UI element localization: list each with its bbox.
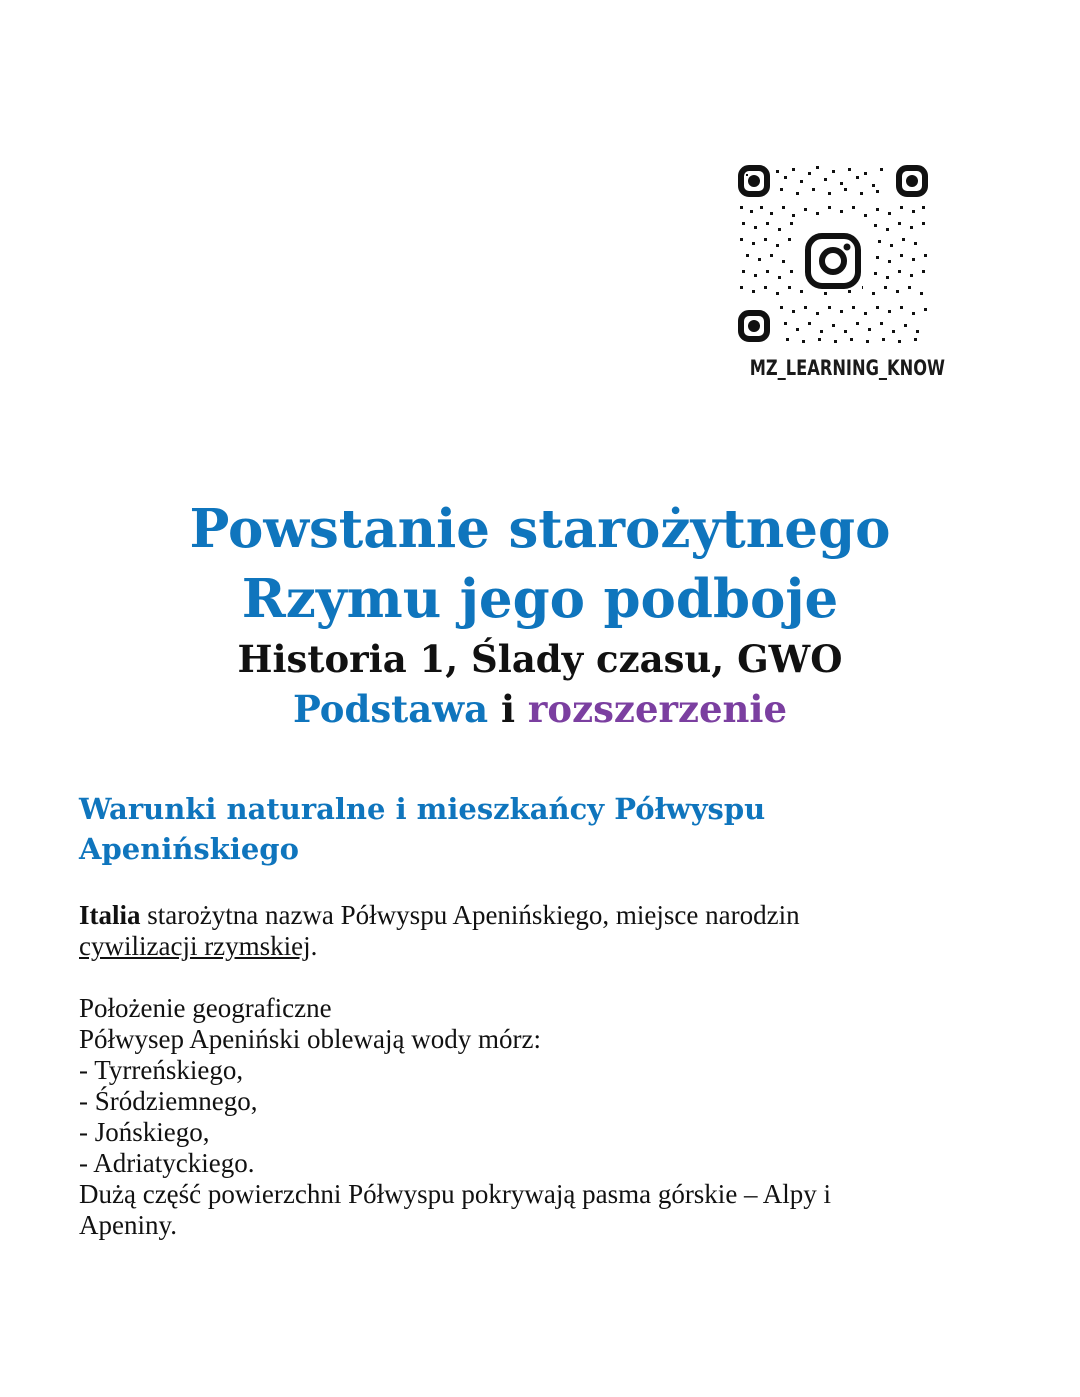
qr-code <box>736 162 932 346</box>
sea-item: - Śródziemnego, <box>79 1086 258 1116</box>
italia-end: . <box>310 931 318 961</box>
main-title-line-2: Rzymu jego podboje <box>241 568 839 630</box>
section-heading <box>79 789 979 869</box>
sea-item: - Tyrreńskiego, <box>79 1055 244 1085</box>
main-title <box>0 494 1080 634</box>
level-and: i <box>500 687 516 731</box>
instagram-icon <box>804 232 862 290</box>
main-title-line-1: Powstanie starożytnego <box>189 498 891 560</box>
title-block <box>0 494 1080 734</box>
section-heading-line-2: Apenińskiego <box>79 832 299 866</box>
roman-civilization-link[interactable]: cywilizacji rzymskiej <box>79 931 311 961</box>
section-heading-line-1: Warunki naturalne i mieszkańcy Półwyspu <box>79 792 766 826</box>
geography-section <box>79 993 999 1241</box>
italia-paragraph <box>79 900 999 962</box>
italia-definition: starożytna nazwa Półwyspu Apenińskiego, miejsce narodzin <box>147 900 800 930</box>
level-basic: Podstawa <box>292 687 489 731</box>
sea-item: - Jońskiego, <box>79 1117 210 1147</box>
level-line <box>0 684 1080 734</box>
geography-heading: Położenie geograficzne <box>79 993 332 1023</box>
geography-intro: Półwysep Apeniński oblewają wody mórz: <box>79 1024 541 1054</box>
mountains-line-1: Dużą część powierzchni Półwyspu pokrywają pasma górskie – Alpy i <box>79 1179 832 1209</box>
qr-code-block <box>736 162 945 380</box>
sea-item: - Adriatyckiego. <box>79 1148 255 1178</box>
mountains-line-2: Apeniny. <box>79 1210 177 1240</box>
subtitle: Historia 1, Ślady czasu, GWO <box>237 637 843 681</box>
level-extended: rozszerzenie <box>527 687 788 731</box>
italia-term: Italia <box>79 900 141 930</box>
qr-handle-label: MZ_LEARNING_KNOW <box>749 356 945 380</box>
